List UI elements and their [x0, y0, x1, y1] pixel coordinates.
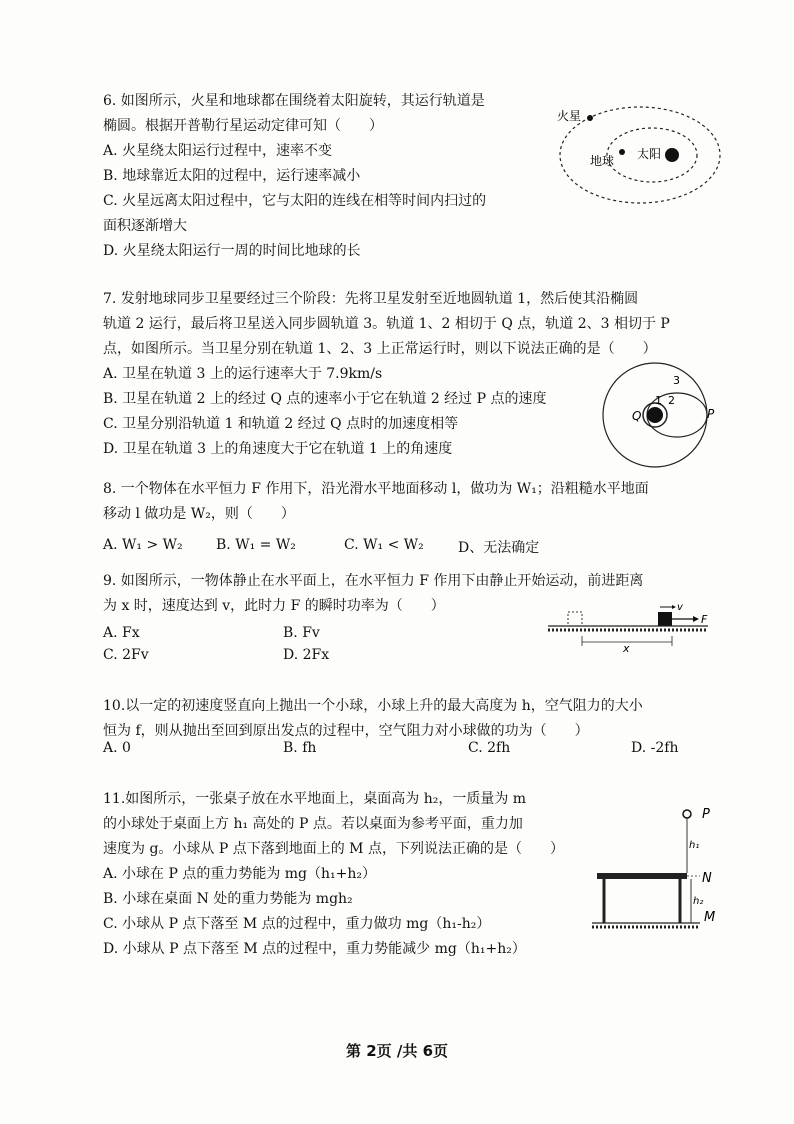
earth-body — [647, 407, 663, 423]
q-point-label: Q — [632, 409, 642, 423]
v-label: v — [677, 602, 683, 613]
question-10 — [103, 694, 643, 744]
q10-stem-line-2: 恒为 f，则从抛出至回到原出发点的过程中，空气阻力对小球做的功为（ ） — [103, 723, 589, 739]
q6-orbit-figure — [555, 100, 725, 210]
sun-label: 太阳 — [637, 147, 662, 161]
q10-option-a: A. 0 — [103, 740, 131, 756]
q8-stem-line-2: 移动 l 做功是 W₂，则（ ） — [103, 506, 295, 522]
q6-option-a: A. 火星绕太阳运行过程中，速率不变 — [103, 143, 333, 159]
q11-table-figure — [592, 800, 727, 935]
x-label: x — [623, 642, 630, 655]
orbit-2-label: 2 — [668, 394, 675, 407]
question-7 — [103, 287, 670, 462]
q10-option-c: C. 2fh — [468, 740, 511, 756]
page-footer: 第 2页 /共 6页 — [345, 1042, 449, 1060]
q9-option-c: C. 2Fv — [103, 647, 149, 663]
sun — [665, 148, 679, 162]
q10-option-b: B. fh — [283, 740, 317, 756]
q9-option-d: D. 2Fx — [283, 647, 330, 663]
initial-block-outline — [568, 612, 582, 626]
orbit-3-label: 3 — [673, 374, 680, 387]
q8-option-c: C. W₁ < W₂ — [344, 537, 424, 553]
q6-stem-line-2: 椭圆。根据开普勒行星运动定律可知（ ） — [103, 118, 383, 134]
q11-option-b: B. 小球在桌面 N 处的重力势能为 mgh₂ — [103, 891, 353, 907]
q9-stem-line-1: 9. 如图所示，一物体静止在水平面上，在水平恒力 F 作用下由静止开始运动，前进距离 — [103, 573, 644, 589]
q11-option-d: D. 小球从 P 点下落至 M 点的过程中，重力势能减少 mg（h₁+h₂） — [103, 941, 526, 957]
question-8 — [103, 477, 649, 527]
earth-label: 地球 — [590, 154, 615, 168]
q10-option-d: D. -2fh — [631, 740, 679, 756]
q8-option-b: B. W₁ = W₂ — [216, 537, 296, 553]
q11-stem-line-3: 速度为 g。小球从 P 点下落到地面上的 M 点，下列说法正确的是（ ） — [103, 841, 564, 857]
q9-stem-line-2: 为 x 时，速度达到 v，此时力 F 的瞬时功率为（ ） — [103, 598, 445, 614]
q6-option-d: D. 火星绕太阳运行一周的时间比地球的长 — [103, 243, 361, 259]
mars-label: 火星 — [557, 109, 582, 123]
q7-stem-line-1: 7. 发射地球同步卫星要经过三个阶段：先将卫星发射至近地圆轨道 1，然后使其沿椭圆 — [103, 291, 639, 307]
q6-option-b: B. 地球靠近太阳的过程中，运行速率减小 — [103, 168, 361, 184]
q9-block-figure — [548, 602, 718, 655]
q6-stem-line-1: 6. 如图所示，火星和地球都在围绕着太阳旋转，其运行轨道是 — [103, 93, 485, 109]
earth — [619, 149, 625, 155]
q11-stem-line-2: 的小球处于桌面上方 h₁ 高处的 P 点。若以桌面为参考平面，重力加 — [103, 816, 523, 832]
q6-option-c: C. 火星远离太阳过程中，它与太阳的连线在相等时间内扫过的 — [103, 193, 487, 209]
f-label: F — [701, 613, 708, 626]
q11-option-a: A. 小球在 P 点的重力势能为 mg（h₁+h₂） — [103, 866, 377, 882]
p-label: P — [702, 807, 710, 822]
q11-stem-line-1: 11.如图所示，一张桌子放在水平地面上，桌面高为 h₂，一质量为 m — [103, 791, 527, 807]
q8-option-a: A. W₁ > W₂ — [103, 537, 183, 553]
orbit-1-label: 1 — [655, 394, 662, 407]
question-6 — [103, 89, 486, 264]
q9-option-a: A. Fx — [103, 625, 140, 641]
q8-stem-line-1: 8. 一个物体在水平恒力 F 作用下，沿光滑水平地面移动 l，做功为 W₁；沿粗糙水平地面 — [103, 481, 649, 497]
q6-option-c-cont: 面积逐渐增大 — [103, 218, 187, 234]
mars — [587, 115, 593, 121]
ball-at-p — [683, 810, 691, 818]
q7-option-c: C. 卫星分别沿轨道 1 和轨道 2 经过 Q 点时的加速度相等 — [103, 416, 459, 432]
q11-option-c: C. 小球从 P 点下落至 M 点的过程中，重力做功 mg（h₁-h₂） — [103, 916, 491, 932]
q7-option-b: B. 卫星在轨道 2 上的经过 Q 点的速率小于它在轨道 2 经过 P 点的速度 — [103, 391, 547, 407]
q7-stem-line-3: 点，如图所示。当卫星分别在轨道 1、2、3 上正常运行时，则以下说法正确的是（ ） — [103, 341, 657, 357]
q8-option-d: D、无法确定 — [458, 540, 540, 556]
q7-orbit-figure — [597, 360, 722, 470]
moving-block — [658, 612, 672, 626]
table-top — [597, 873, 687, 879]
q7-stem-line-2: 轨道 2 运行，最后将卫星送入同步圆轨道 3。轨道 1、2 相切于 Q 点，轨道 2、3 相切于 P — [103, 316, 670, 332]
h1-label: h₁ — [689, 840, 700, 851]
q7-option-a: A. 卫星在轨道 3 上的运行速率大于 7.9km/s — [103, 366, 383, 382]
question-11 — [103, 787, 564, 962]
velocity-arrowhead — [672, 605, 676, 609]
q9-option-b: B. Fv — [283, 625, 320, 641]
m-label: M — [704, 910, 716, 925]
q10-stem-line-1: 10.以一定的初速度竖直向上抛出一个小球，小球上升的最大高度为 h，空气阻力的大小 — [103, 698, 643, 714]
p-point-label: P — [707, 407, 715, 421]
n-label: N — [702, 871, 712, 886]
h2-label: h₂ — [693, 896, 704, 907]
q7-option-d: D. 卫星在轨道 3 上的角速度大于它在轨道 1 上的角速度 — [103, 441, 453, 457]
force-arrowhead — [693, 616, 699, 622]
